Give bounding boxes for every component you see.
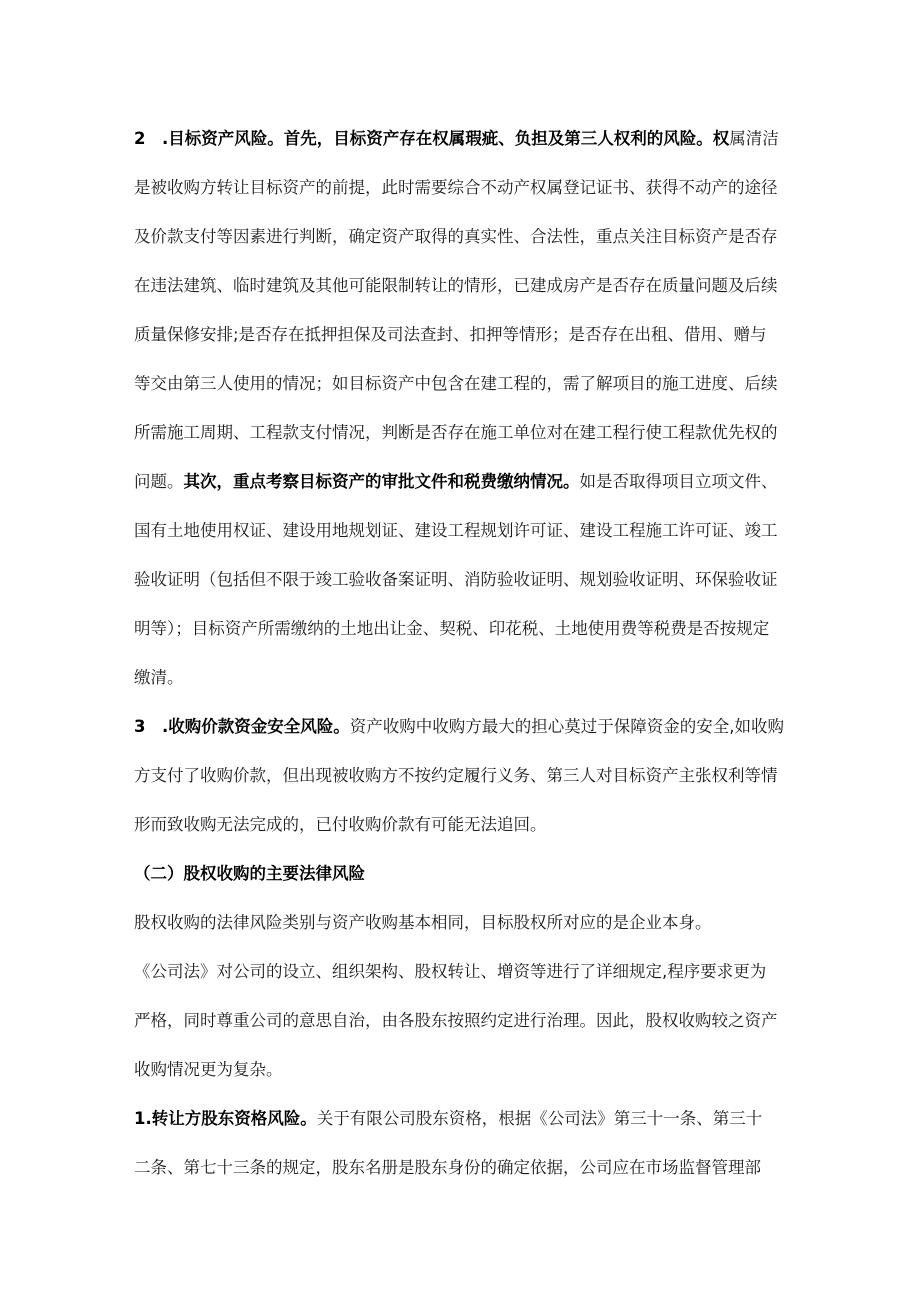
- paragraph-company-law: [134, 947, 794, 1094]
- text-line: 国有土地使用权证、建设用地规划证、建设工程规划许可证、建设工程施工许可证、竣工: [134, 521, 778, 540]
- text-line: 所需施工周期、工程款支付情况，判断是否存在施工单位对在建工程行使工程款优先权的: [134, 423, 778, 442]
- text-line: 《公司法》对公司的设立、组织架构、股权转让、增资等进行了详细规定,程序要求更为: [134, 962, 767, 981]
- text-line: 二条、第七十三条的规定，股东名册是股东身份的确定依据，公司应在市场监督管理部: [134, 1158, 761, 1177]
- paragraph-payment-risk: [134, 702, 794, 849]
- document-body: [134, 114, 794, 1192]
- text-line: 严格，同时尊重公司的意思自治，由各股东按照约定进行治理。因此，股权收购较之资产: [134, 1011, 778, 1030]
- paragraph-target-asset-risk: [134, 114, 794, 702]
- text-line: 1.转让方股东资格风险。关于有限公司股东资格，根据《公司法》第三十一条、第三十: [134, 1109, 763, 1128]
- text-line: 验收证明（包括但不限于竣工验收备案证明、消防验收证明、规划验收证明、环保验收证: [134, 570, 778, 589]
- section-heading: （二）股权收购的主要法律风险: [134, 864, 365, 883]
- text-line: 收购情况更为复杂。: [134, 1060, 283, 1079]
- text-line: 方支付了收购价款，但出现被收购方不按约定履行义务、第三人对目标资产主张权利等情: [134, 766, 778, 785]
- text-line: 在违法建筑、临时建筑及其他可能限制转让的情形，已建成房产是否存在质量问题及后续: [134, 276, 778, 295]
- text-line: 是被收购方转让目标资产的前提，此时需要综合不动产权属登记证书、获得不动产的途径: [134, 178, 778, 197]
- text-line: 缴清。: [134, 668, 184, 687]
- text-line: 2 .目标资产风险。首先，目标资产存在权属瑕疵、负担及第三人权利的风险。权属清洁: [134, 129, 779, 148]
- text-line: 明等）；目标资产所需缴纳的土地出让金、契税、印花税、土地使用费等税费是否按规定: [134, 619, 770, 638]
- text-line: 形而致收购无法完成的，已付收购价款有可能无法追回。: [134, 815, 547, 834]
- text-line: 3 .收购价款资金安全风险。资产收购中收购方最大的担心莫过于保障资金的安全,如收购: [134, 717, 784, 736]
- text-line: 问题。其次，重点考察目标资产的审批文件和税费缴纳情况。如是否取得项目立项文件、: [134, 472, 778, 491]
- text-line: 股权收购的法律风险类别与资产收购基本相同，目标股权所对应的是企业本身。: [134, 913, 712, 932]
- text-line: 及价款支付等因素进行判断，确定资产取得的真实性、合法性，重点关注目标资产是否存: [134, 227, 778, 246]
- paragraph-equity-overview: [134, 898, 794, 947]
- paragraph-shareholder-risk: [134, 1094, 794, 1192]
- text-line: 等交由第三人使用的情况；如目标资产中包含在建工程的，需了解项目的施工进度、后续: [134, 374, 778, 393]
- text-line: 质量保修安排;是否存在抵押担保及司法查封、扣押等情形；是否存在出租、借用、赠与: [134, 325, 767, 344]
